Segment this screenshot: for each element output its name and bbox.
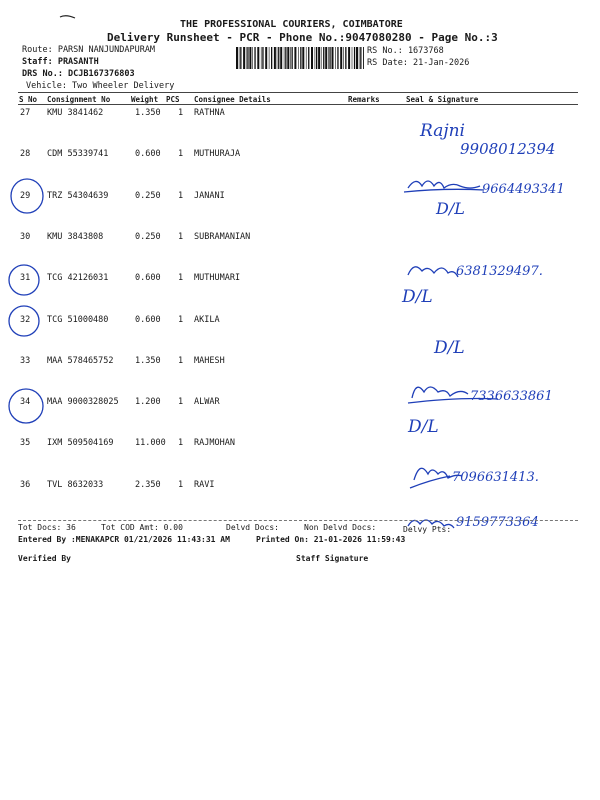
cell-weight: 0.600 [135,314,161,325]
col-pcs: PCS [166,95,180,104]
cell-pcs: 1 [178,314,184,325]
dl-2: D/L [402,287,433,307]
verified-by: Verified By [18,554,71,563]
dl-4: D/L [408,417,439,437]
cell-consignment: MAA 9000328025 [47,397,119,408]
cell-consignment: IXM 509504169 [47,438,114,449]
ink-circle-32 [6,303,46,339]
cell-consignee: MAHESH [194,355,225,366]
ink-circle-29 [8,176,48,216]
cell-consignee: MUTHURAJA [194,149,241,160]
cell-consignment: TCG 51000480 [47,314,109,325]
cell-consignee: MUTHUMARI [194,273,241,284]
cell-consignment: KMU 3841462 [47,108,104,118]
col-consignment: Consignment No [47,95,111,104]
cell-weight: 1.350 [135,355,161,366]
cell-consignee: RAVI [194,479,215,490]
col-remarks: Remarks [348,95,380,104]
delivery-points: Delvy Pts: [403,525,452,534]
cell-sno: 31 [20,273,31,284]
cell-sno: 28 [20,149,31,160]
cell-consignment: MAA 578465752 [47,355,114,366]
cell-weight: 1.200 [135,397,161,408]
cell-sno: 33 [20,355,31,366]
cell-pcs: 1 [178,397,184,408]
cell-weight: 11.000 [135,438,166,449]
sig2-phone: 9664493341 [482,182,565,197]
col-weight: Weight [131,95,159,104]
cell-pcs: 1 [178,149,184,160]
sig3-phone: 6381329497. [456,264,543,279]
rs-date: RS Date: 21-Jan-2026 [367,58,470,68]
cell-sno: 29 [20,190,31,201]
cell-consignee: RAJMOHAN [194,438,235,449]
cell-sno: 35 [20,438,31,449]
ink-circle-34 [6,386,50,426]
cell-pcs: 1 [178,273,184,284]
sig1-name: Rajni [420,121,465,141]
ink-circle-31 [6,262,46,298]
cell-sno: 32 [20,314,31,325]
cell-weight: 0.250 [135,190,161,201]
cell-sno: 34 [20,397,31,408]
cell-weight: 0.600 [135,273,161,284]
total-cod: Tot COD Amt: 0.00 [101,523,183,532]
cell-pcs: 1 [178,355,184,366]
total-docs: Tot Docs: 36 [18,523,76,532]
sig1-phone: 9908012394 [460,140,556,158]
sig6-phone: 9159773364 [456,515,539,530]
vehicle-label: Vehicle: Two Wheeler Delivery [26,81,175,91]
runsheet-title: Delivery Runsheet - PCR - Phone No.:9047080280 - Page No.:3 [107,31,498,44]
cell-sno: 36 [20,479,31,490]
cell-weight: 0.600 [135,149,161,160]
cell-consignee: JANANI [194,190,225,201]
cell-sno: 27 [20,108,31,118]
rs-number: RS No.: 1673768 [367,46,444,56]
dl-1: D/L [436,199,465,218]
cell-weight: 0.250 [135,231,161,242]
cell-pcs: 1 [178,438,184,449]
cell-consignment: TRZ 54304639 [47,190,109,201]
sig5-phone: 7096631413. [452,470,539,485]
cell-consignee: RATHNA [194,108,225,118]
route-label: Route: PARSN NANJUNDAPURAM [22,45,156,55]
dl-3: D/L [434,338,465,358]
printed-on: Printed On: 21-01-2026 11:59:43 [256,535,406,544]
sig4-phone: 7336633861 [470,389,553,404]
cell-consignee: SUBRAMANIAN [194,231,251,242]
cell-weight: 2.350 [135,479,161,490]
cell-pcs: 1 [178,190,184,201]
delivered-docs: Delvd Docs: [226,523,279,532]
cell-pcs: 1 [178,479,184,490]
staff-signature: Staff Signature [296,554,369,563]
drs-number: DRS No.: DCJB167376803 [22,69,135,79]
col-seal: Seal & Signature [406,95,479,104]
cell-pcs: 1 [178,108,184,118]
barcode [236,47,364,69]
staff-label: Staff: PRASANTH [22,57,99,67]
col-consignee: Consignee Details [194,95,271,104]
handwriting-layer [390,110,595,540]
company-title: THE PROFESSIONAL COURIERS, COIMBATORE [180,19,403,30]
stray-pen-mark [58,12,78,20]
non-delivered-docs: Non Delvd Docs: [304,523,377,532]
cell-weight: 1.350 [135,108,161,118]
cell-sno: 30 [20,231,31,242]
cell-consignment: TVL 8632033 [47,479,104,490]
cell-consignment: TCG 42126031 [47,273,109,284]
cell-pcs: 1 [178,231,184,242]
col-sno: S No [19,95,38,104]
entered-by: Entered By :MENAKAPCR 01/21/2026 11:43:31 AM [18,535,230,544]
cell-consignment: KMU 3843808 [47,231,104,242]
cell-consignment: CDM 55339741 [47,149,109,160]
cell-consignee: ALWAR [194,397,220,408]
cell-consignee: AKILA [194,314,220,325]
